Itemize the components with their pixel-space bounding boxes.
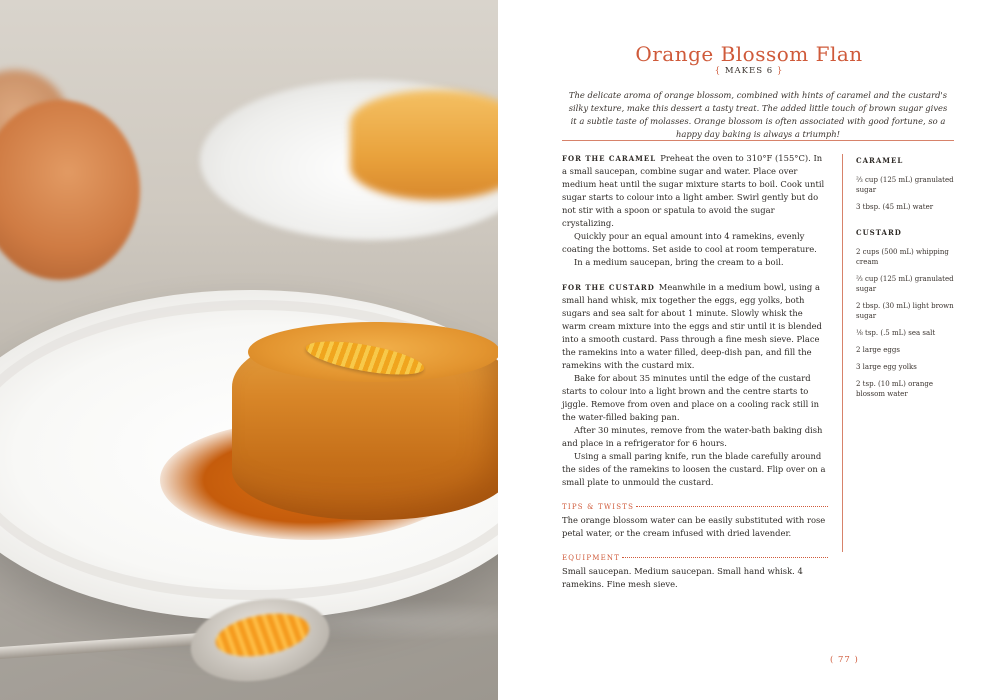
equipment-heading: EQUIPMENT xyxy=(562,552,828,565)
caramel-label: FOR THE CARAMEL xyxy=(562,154,657,163)
custard-step-4: Using a small paring knife, run the blade carefully around the sides of the ramekins to loosen the custard. Flip over on a small plate to unmould the custard. xyxy=(562,451,826,487)
yield-count: 6 xyxy=(766,66,774,76)
ingredient-item: ⅔ cup (125 mL) granulated sugar xyxy=(856,176,954,194)
tips-heading: TIPS & TWISTS xyxy=(562,501,828,514)
divider xyxy=(562,140,954,141)
caramel-step-2: Quickly pour an equal amount into 4 ramekins, evenly coating the bottoms. Set aside to cool at room temperature. xyxy=(562,231,817,254)
ingredient-item: ⅔ cup (125 mL) granulated sugar xyxy=(856,275,954,293)
caramel-step-1: FOR THE CARAMEL Preheat the oven to 310°F (155°C). In a small saucepan, combine sugar and water. Place over medium heat until the sugar mixture starts to boil. Cook until sugar starts to colour into a light amber. Swirl gently but do not stir with a spoon or spatula to avoid the sugar crystalizing. xyxy=(562,153,825,228)
yield-close: } xyxy=(773,66,784,76)
recipe-page xyxy=(498,0,1000,700)
recipe-title: Orange Blossom Flan xyxy=(635,42,863,66)
ingredient-item: 2 large eggs xyxy=(856,346,900,354)
yield-open: { xyxy=(714,66,725,76)
yield-label: MAKES xyxy=(724,66,764,76)
ingredient-item: 3 large egg yolks xyxy=(856,363,917,371)
egg xyxy=(0,100,140,280)
custard-step-2: Bake for about 35 minutes until the edge of the custard starts to colour into a light brown and the centre starts to jiggle. Remove from oven and place on a cooling rack still in the water-filled baking pan. xyxy=(562,373,819,422)
equipment-text: Small saucepan. Medium saucepan. Small hand whisk. 4 ramekins. Fine mesh sieve. xyxy=(562,566,803,589)
page-number: ( 77 ) xyxy=(830,655,859,665)
custard-step-3: After 30 minutes, remove from the water-bath baking dish and place in a refrigerator for 6 hours. xyxy=(562,425,823,448)
flan-photo xyxy=(0,0,498,700)
custard-step-1: FOR THE CUSTARD Meanwhile in a medium bowl, using a small hand whisk, mix together the eggs, egg yolks, both sugars and sea salt for about 1 minute. Slowly whisk the warm cream mixture into the eggs and stir until it is blended into a smooth custard. Pass through a fine mesh sieve. Place the ramekins into a water filled, deep-dish pan, and fill the ramekins with the custard mix. xyxy=(562,282,822,370)
column-divider xyxy=(842,154,843,552)
custard-label: FOR THE CUSTARD xyxy=(562,283,655,292)
ingredient-item: 2 tbsp. (30 mL) light brown sugar xyxy=(856,302,954,320)
method xyxy=(562,152,828,591)
caramel-ingredients-heading: CARAMEL xyxy=(856,156,904,165)
background-flan xyxy=(350,90,498,200)
yield xyxy=(498,66,1000,76)
recipe-intro: The delicate aroma of orange blossom, combined with hints of caramel and the custard's silky texture, make this dessert a tasty treat. The added little touch of brown sugar gives it a subtle taste of molasses. Orange blossom is often associated with good fortune, so a happy day baking is always a triumph! xyxy=(568,90,948,139)
ingredient-item: 2 tsp. (10 mL) orange blossom water xyxy=(856,380,933,398)
tips-text: The orange blossom water can be easily substituted with rose petal water, or the cream infused with dried lavender. xyxy=(562,515,826,538)
custard-ingredients-heading: CUSTARD xyxy=(856,228,902,237)
ingredient-item: 3 tbsp. (45 mL) water xyxy=(856,203,934,211)
ingredient-item: ⅛ tsp. (.5 mL) sea salt xyxy=(856,329,936,337)
ingredient-item: 2 cups (500 mL) whipping cream xyxy=(856,248,949,266)
ingredients xyxy=(856,154,956,406)
caramel-step-3: In a medium saucepan, bring the cream to a boil. xyxy=(574,257,784,267)
